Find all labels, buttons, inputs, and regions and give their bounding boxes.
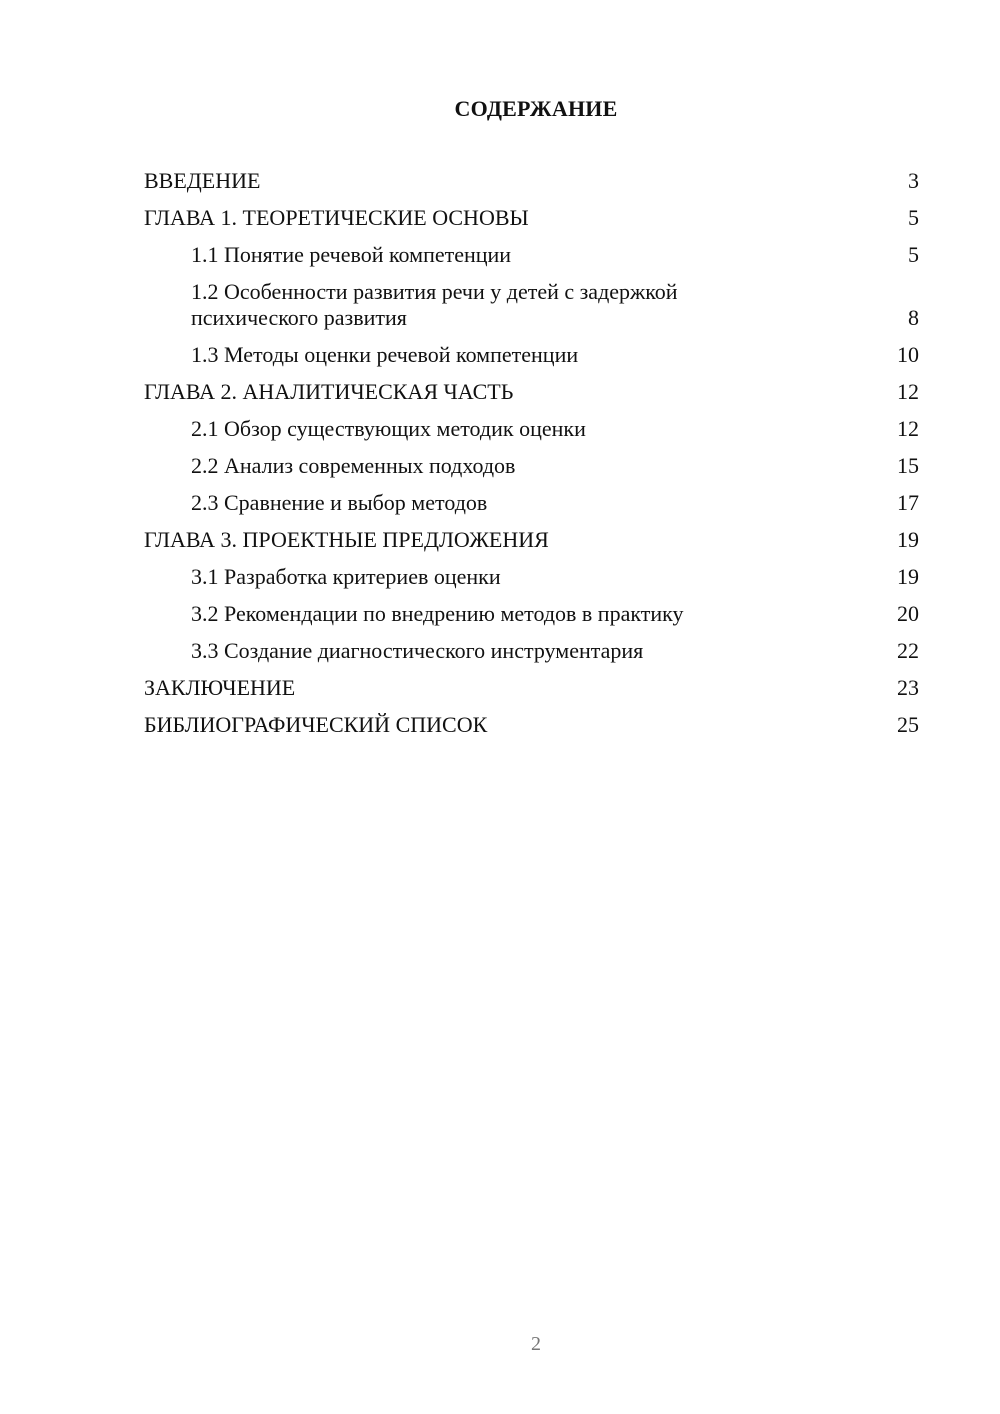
toc-entry-text: 2.3 Сравнение и выбор методов — [191, 490, 488, 515]
page-number: 2 — [531, 1333, 541, 1355]
toc-entry-chapter-3[interactable] — [144, 527, 919, 553]
toc-entry-page: 12 — [897, 416, 919, 441]
toc-entry-chapter-1[interactable] — [144, 205, 919, 231]
toc-entry-text: 2.2 Анализ современных подходов — [191, 453, 516, 478]
toc-entry-text: ГЛАВА 3. ПРОЕКТНЫЕ ПРЕДЛОЖЕНИЯ — [144, 527, 549, 552]
toc-entry-text: ГЛАВА 1. ТЕОРЕТИЧЕСКИЕ ОСНОВЫ — [144, 205, 529, 230]
toc-entry-page: 17 — [897, 490, 919, 515]
toc-entry-section-2-1[interactable] — [144, 416, 919, 442]
toc-entry-page: 5 — [908, 205, 919, 230]
page-title: СОДЕРЖАНИЕ — [454, 96, 618, 121]
toc-entry-text: ГЛАВА 2. АНАЛИТИЧЕСКАЯ ЧАСТЬ — [144, 379, 514, 404]
toc-entry-page: 22 — [897, 638, 919, 663]
toc-entry-section-2-3[interactable] — [144, 490, 919, 516]
toc-entry-section-3-2[interactable] — [144, 601, 919, 627]
toc-entry-section-1-2[interactable] — [144, 279, 919, 331]
toc-entry-page: 5 — [908, 242, 919, 267]
toc-entry-text: 3.1 Разработка критериев оценки — [191, 564, 501, 589]
table-of-contents — [144, 168, 919, 749]
toc-entry-text: 2.1 Обзор существующих методик оценки — [191, 416, 586, 441]
toc-entry-page: 15 — [897, 453, 919, 478]
toc-entry-text: 3.2 Рекомендации по внедрению методов в практику — [191, 601, 684, 626]
toc-entry-bibliography[interactable] — [144, 712, 919, 738]
toc-entry-text: 1.1 Понятие речевой компетенции — [191, 242, 512, 267]
toc-entry-chapter-2[interactable] — [144, 379, 919, 405]
toc-entry-page: 20 — [897, 601, 919, 626]
toc-entry-page: 10 — [897, 342, 919, 367]
toc-entry-page: 19 — [897, 527, 919, 552]
toc-entry-page: 3 — [908, 168, 919, 193]
toc-entry-section-3-3[interactable] — [144, 638, 919, 664]
toc-entry-text: ВВЕДЕНИЕ — [144, 168, 261, 193]
toc-entry-text: ЗАКЛЮЧЕНИЕ — [144, 675, 296, 700]
toc-entry-page: 19 — [897, 564, 919, 589]
toc-entry-page: 8 — [908, 305, 919, 330]
toc-entry-text: БИБЛИОГРАФИЧЕСКИЙ СПИСОК — [144, 712, 488, 737]
toc-entry-page: 12 — [897, 379, 919, 404]
toc-entry-text: 1.2 Особенности развития речи у детей с задержкой психического развития — [191, 279, 678, 330]
toc-entry-section-3-1[interactable] — [144, 564, 919, 590]
toc-entry-conclusion[interactable] — [144, 675, 919, 701]
toc-entry-introduction[interactable] — [144, 168, 919, 194]
toc-entry-page: 23 — [897, 675, 919, 700]
toc-entry-section-1-3[interactable] — [144, 342, 919, 368]
toc-entry-page: 25 — [897, 712, 919, 737]
toc-entry-section-1-1[interactable] — [144, 242, 919, 268]
toc-entry-text: 1.3 Методы оценки речевой компетенции — [191, 342, 579, 367]
toc-entry-section-2-2[interactable] — [144, 453, 919, 479]
toc-entry-text: 3.3 Создание диагностического инструментария — [191, 638, 644, 663]
